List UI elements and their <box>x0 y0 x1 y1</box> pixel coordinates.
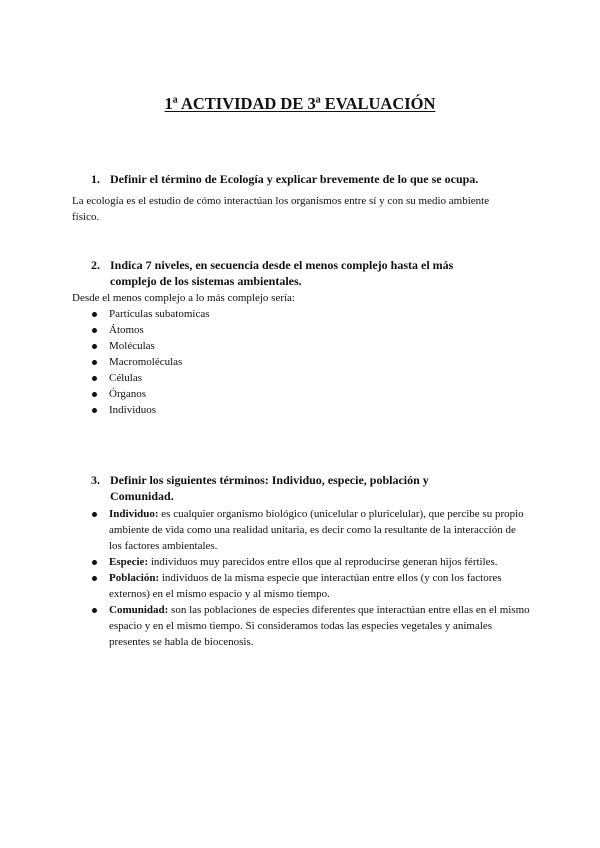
bullet-icon <box>92 512 97 517</box>
list-item <box>90 370 490 386</box>
bullet-icon <box>92 560 97 565</box>
list-item <box>90 386 490 402</box>
list-item <box>90 338 490 354</box>
bullet-icon <box>92 328 97 333</box>
list-item-text: Partículas subatomicas <box>109 308 210 320</box>
list-item-text: Individuos <box>109 404 157 416</box>
term-definition: son las poblaciones de especies diferentes que interactúan entre ellas en el mismo espacio y en el mismo tiempo. Si consideramos todas las especies vegetales y animales presentes se habla de biocenosis. <box>109 604 530 648</box>
term-definition: individuos muy parecidos entre ellos que al reproducirse generan hijos fértiles. <box>148 556 498 568</box>
term-definition: individuos de la misma especie que interactúan entre ellos (y con los factores externos) en el mismo espacio y al mismo tiempo. <box>109 572 502 600</box>
list-item <box>90 554 530 570</box>
term-label: Especie: <box>109 556 149 568</box>
bullet-icon <box>92 376 97 381</box>
document-title: 1ª ACTIVIDAD DE 3ª EVALUACIÓN <box>164 94 436 113</box>
list-item <box>90 506 530 554</box>
question-2-number: 2. <box>91 258 100 272</box>
term-label: Población: <box>109 572 160 584</box>
question-3-number: 3. <box>91 473 100 487</box>
bullet-icon <box>92 344 97 349</box>
bullet-icon <box>92 576 97 581</box>
list-item <box>90 402 490 418</box>
levels-list <box>90 306 490 418</box>
terms-list <box>90 506 530 650</box>
question-1-number: 1. <box>91 172 100 186</box>
question-1-text: Definir el término de Ecología y explicar brevemente de lo que se ocupa. <box>110 172 479 186</box>
list-item <box>90 354 490 370</box>
question-2-text: Indica 7 niveles, en secuencia desde el menos complejo hasta el más complejo de los sistemas ambientales. <box>110 258 454 288</box>
term-definition: es cualquier organismo biológico (unicelular o pluricelular), que percibe su propio ambiente de vida como una realidad unitaria, es decir como la resultante de la interacción de los factores ambientales. <box>109 508 524 552</box>
list-item-text: Átomos <box>109 324 144 336</box>
list-item-text: Macromoléculas <box>109 356 183 368</box>
question-1-answer: La ecología es el estudio de cómo interactúan los organismos entre sí y con su medio ambiente físico. <box>72 195 490 223</box>
bullet-icon <box>92 408 97 413</box>
list-item-text: Células <box>109 372 142 384</box>
list-item-text: Órganos <box>109 388 147 400</box>
bullet-icon <box>92 312 97 317</box>
list-item-text: Moléculas <box>109 340 155 352</box>
bullet-icon <box>92 392 97 397</box>
term-label: Individuo: <box>109 508 159 520</box>
list-item <box>90 322 490 338</box>
term-label: Comunidad: <box>109 604 169 616</box>
list-item <box>90 306 490 322</box>
question-3-text: Definir los siguientes términos: Individuo, especie, población y Comunidad. <box>110 473 429 503</box>
bullet-icon <box>92 608 97 613</box>
bullet-icon <box>92 360 97 365</box>
list-item <box>90 602 530 650</box>
question-2-intro: Desde el menos complejo a lo más complejo sería: <box>72 292 295 304</box>
list-item <box>90 570 530 602</box>
